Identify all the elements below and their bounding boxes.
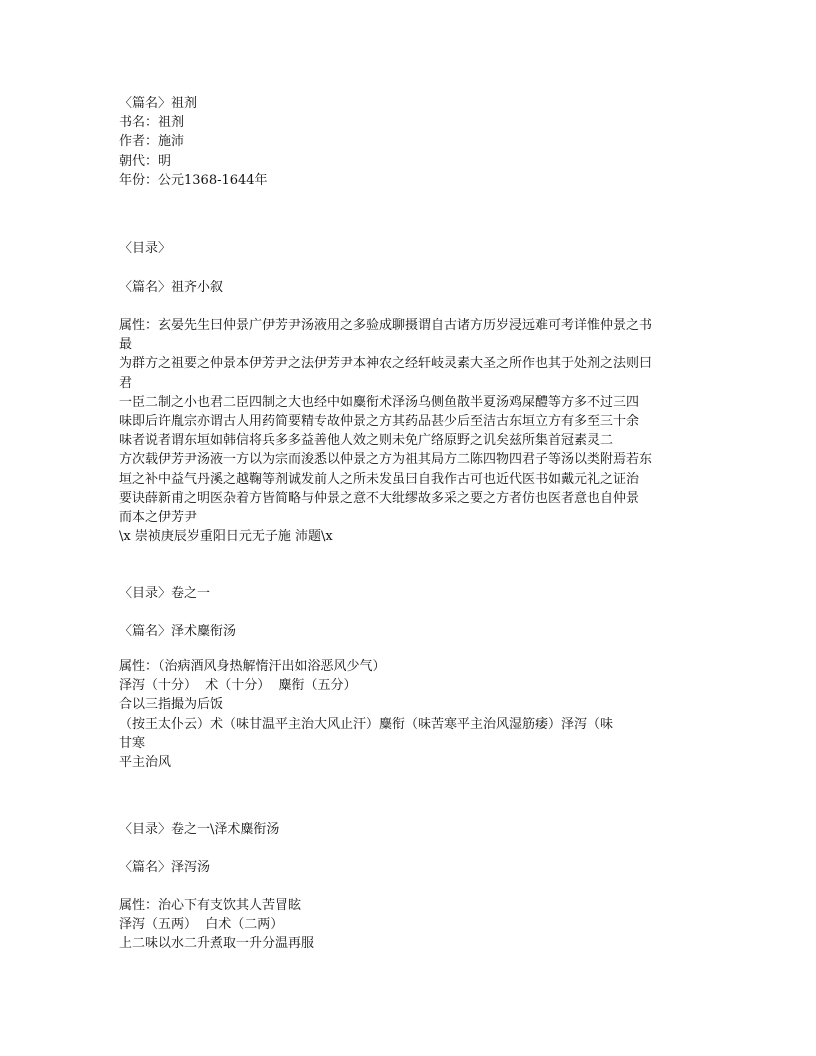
section-line: 〈目录〉卷之一\泽术麋衔汤 [119,822,280,837]
body-line: 味者说者谓东垣如韩信将兵多多益善他人效之则未免广络原野之讥矣兹所集首冠素灵二 [119,433,614,449]
body-line: 属性：玄晏先生曰仲景广伊芳尹汤液用之多验成聊摄谓自古诸方历岁浸远难可考详惟仲景之书 [119,318,653,333]
preface-body [119,316,652,546]
signature-line: \x 崇祯庚辰岁重阳日元无子施 沛题\x [119,529,333,545]
section-line: 〈目录〉 [119,241,172,256]
body-line: 为群方之祖要之仲景本伊芳尹之法伊芳尹本神农之经轩岐灵素大圣之所作也其于处剂之法则曰 [119,356,653,372]
toc-heading [119,239,171,258]
chapter-title [119,278,223,297]
recipe-body [119,896,314,954]
body-line: 而本之伊芳尹 [119,509,198,525]
body-line: 泽泻（五两） 白术（二两） [119,917,284,933]
header-line-author: 作者：施沛 [119,134,185,150]
header-line-dynasty: 朝代：明 [119,153,172,169]
body-line: （按王太仆云）术（味甘温平主治大风止汗）麋衔（味苦寒平主治风湿筋痿）泽泻（味 [119,716,614,732]
section-line: 〈篇名〉祖齐小叙 [119,280,224,295]
body-line: 一臣二制之小也君二臣四制之大也经中如麋衔术泽汤乌侧鱼散半夏汤鸡屎醴等方多不过三四 [119,394,640,410]
body-line: 味即后许胤宗亦谓古人用药简要精专故仲景之方其药品甚少后至洁古东垣立方有多至三十余 [119,413,640,429]
body-line: 上二味以水二升煮取一升分温再服 [119,936,315,952]
body-line: 最 [119,337,133,353]
body-line: 垣之补中益气丹溪之越鞠等剂诚发前人之所未发虽曰自我作古可也近代医书如戴元礼之证治 [119,471,640,487]
header-line-year: 年份：公元1368-1644年 [119,172,268,188]
body-line: 君 [119,375,133,391]
body-line: 平主治风 [119,754,172,770]
chapter-title [119,622,236,641]
header-line-book: 书名：祖剂 [119,115,185,131]
chapter-title [119,858,210,877]
toc-heading [119,584,210,603]
section-line: 〈篇名〉泽泻汤 [119,860,211,875]
body-line: 属性：（治病酒风身热解惰汗出如浴恶风少气） [119,659,386,674]
body-line: 泽泻（十分） 术（十分） 麋衔（五分） [119,678,357,694]
body-line: 合以三指撮为后饭 [119,697,224,713]
header-line-title: 〈篇名〉祖剂 [119,96,198,111]
body-line: 属性：治心下有支饮其人苦冒眩 [119,898,302,913]
body-line: 要诀薛新甫之明医杂着方皆简略与仲景之意不大纰缪故多采之要之方者仿也医者意也自仲景 [119,490,640,506]
body-line: 甘寒 [119,735,146,751]
section-line: 〈目录〉卷之一 [119,586,211,601]
section-line: 〈篇名〉泽术麋衔汤 [119,624,237,639]
body-line: 方次载伊芳尹汤液一方以为宗而浚悉以仲景之方为祖其局方二陈四物四君子等汤以类附焉若东 [119,452,653,468]
book-header [119,94,268,190]
toc-heading [119,820,279,839]
recipe-body [119,657,613,772]
